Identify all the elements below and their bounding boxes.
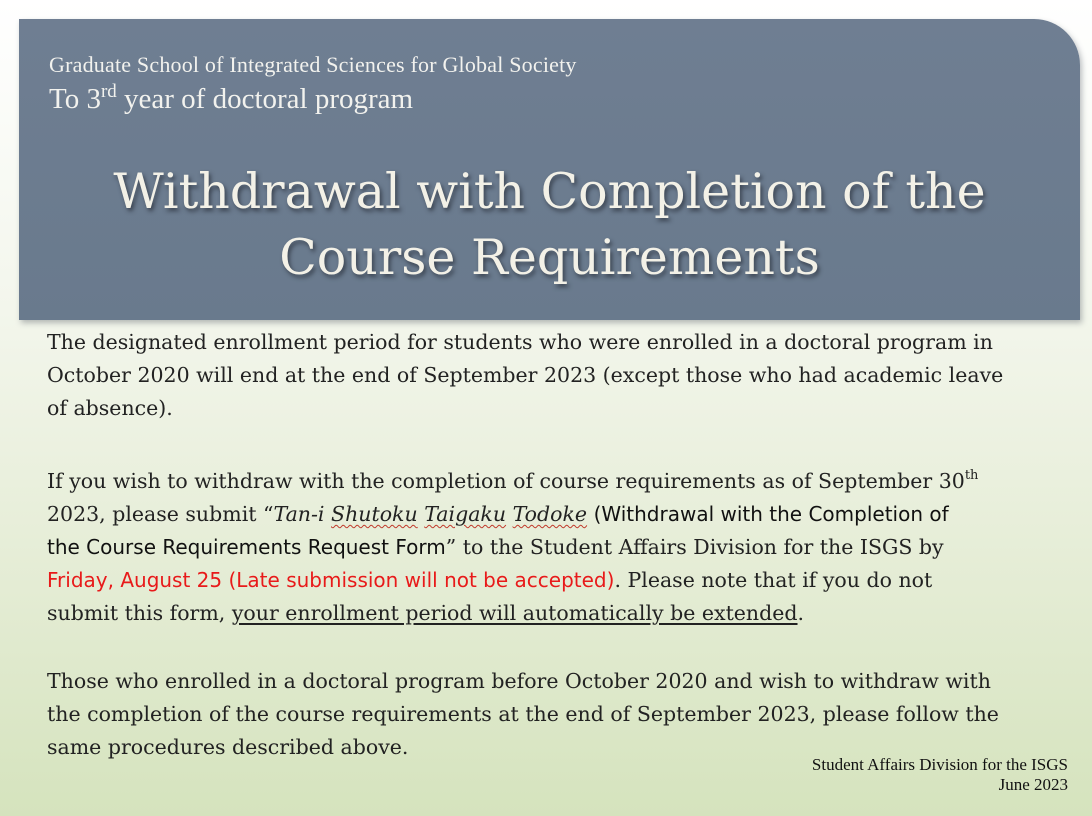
paragraph2-text: If you wish to withdraw with the completion of course requirements as of September 30 (47, 469, 965, 493)
paragraph2-text: to the Student Affairs Division for the ISGS by (456, 535, 944, 559)
paragraph3-line: the completion of the course requirements at the end of September 2023, please follow the (47, 702, 999, 726)
form-name-english: (Withdrawal with the Completion of (593, 502, 949, 526)
paragraph2-text: submit this form, (47, 601, 232, 625)
paragraph2-text: 2023, please submit (47, 502, 264, 526)
paragraph-enrollment-period (47, 326, 1092, 425)
paragraph2-line (47, 564, 1092, 597)
paragraph3-line: Those who enrolled in a doctoral program before October 2020 and wish to withdraw with (47, 669, 991, 693)
paragraph-earlier-enrollees (47, 665, 1092, 764)
form-name-word: Todoke (512, 502, 588, 526)
page-title-line1: Withdrawal with Completion of the (113, 163, 986, 220)
form-name-word: Taigaku (424, 502, 507, 526)
quote-close: ” (445, 535, 457, 559)
paragraph1-line: October 2020 will end at the end of September 2023 (except those who had academic leave (47, 363, 1004, 387)
page-title-line2: Course Requirements (279, 229, 820, 286)
ordinal-suffix: th (964, 468, 979, 483)
target-year-ordinal: rd (100, 81, 117, 102)
issue-date: June 2023 (998, 775, 1068, 794)
header-banner (19, 19, 1080, 320)
paragraph2-text: . Please note that if you do not (614, 568, 933, 592)
paragraph2-line (47, 498, 1092, 531)
form-name-word: Tan-i (273, 502, 325, 526)
target-year (49, 83, 413, 116)
deadline-text: Friday, August 25 (Late submission will not be accepted) (47, 568, 615, 592)
paragraph3-line: same procedures described above. (47, 735, 409, 759)
paragraph1-line: The designated enrollment period for students who were enrolled in a doctoral program in (47, 330, 993, 354)
target-year-suffix: year of doctoral program (116, 83, 414, 115)
paragraph2-line (47, 531, 1092, 564)
school-name: Graduate School of Integrated Sciences for Global Society (49, 52, 577, 77)
auto-extension-notice: your enrollment period will automatically be extended (231, 601, 798, 625)
form-name-english: the Course Requirements Request Form (47, 535, 446, 559)
paragraph1-line: of absence). (47, 396, 173, 420)
issuing-office: Student Affairs Division for the ISGS (811, 755, 1068, 774)
paragraph2-line (47, 597, 1092, 630)
form-name-word: Shutoku (331, 502, 418, 526)
form-name-japanese (274, 502, 588, 526)
paragraph2-line (47, 465, 1092, 498)
signature-block (812, 755, 1068, 795)
paragraph-submission-instructions (47, 465, 1092, 630)
quote-open: “ (263, 502, 274, 526)
paragraph2-text: . (797, 601, 805, 625)
target-year-prefix: To 3 (49, 83, 101, 115)
